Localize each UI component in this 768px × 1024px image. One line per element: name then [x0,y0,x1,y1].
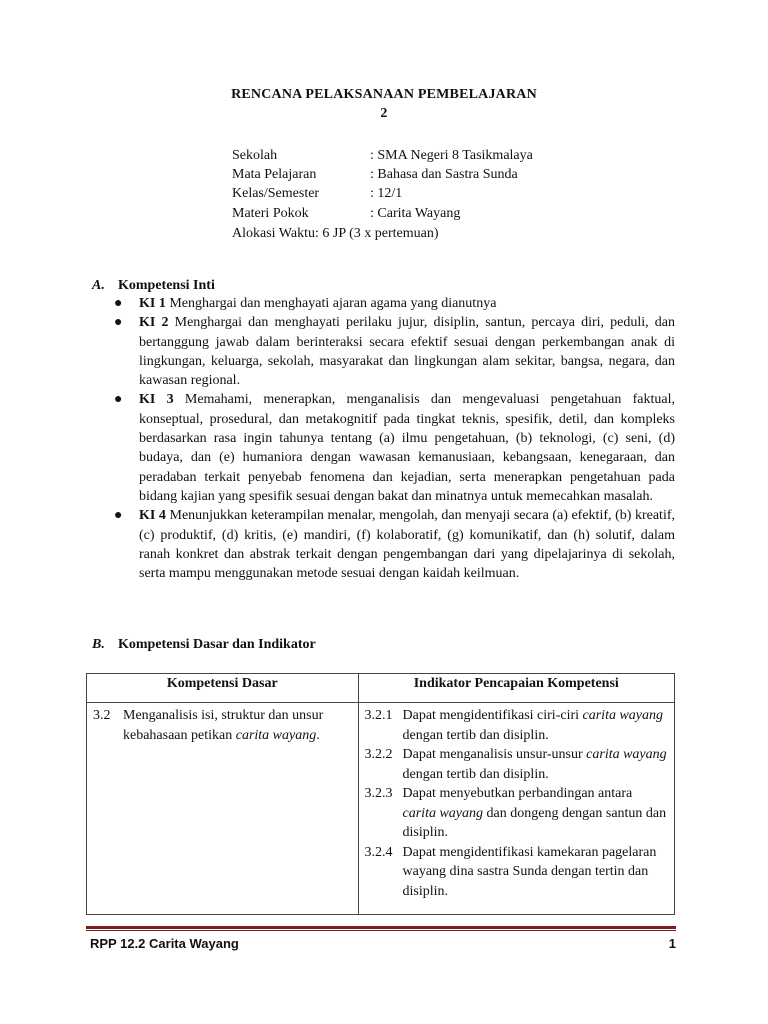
indicator-number: 3.2.1 [364,708,393,723]
indicator-text: Dapat menyebutkan perbandingan antara [402,786,633,801]
document-number: 2 [380,106,388,121]
competency-code: KI 1 [139,296,166,311]
bullet-icon: ● [114,296,123,311]
indicator-text-italic: carita wayang [582,708,664,723]
time-allocation: Alokasi Waktu: 6 JP (3 x pertemuan) [232,226,439,241]
indicator-number: 3.2.2 [364,747,393,762]
indicator-text-italic: carita wayang [402,805,484,821]
table-header-row [87,674,675,703]
competency-code: KI 3 [139,392,174,408]
section-letter: B. [92,637,105,652]
competency-text: Menghargai dan menghayati perilaku jujur, disiplin, santun, percaya diri, peduli, dan bertanggung jawab dalam berinteraksi secara efektif sesuai dengan perkembangan anak di lingkungan, keluarga, sekolah, masyarakat dan lingkungan alam sekitar, bangsa, negara, dan kawasan regional. [139,315,676,389]
indicator-text-end: dengan tertib dan disiplin. [402,766,549,782]
indicator-item [365,784,668,843]
indicator-text-italic: carita wayang [586,747,667,762]
indicator-cell [358,703,674,915]
basic-competency [93,706,352,745]
indicator-number: 3.2.3 [364,786,393,801]
identity-label: Sekolah [232,148,278,163]
competency-text-end: . [316,727,320,743]
section-heading-a [92,278,215,294]
competency-text: Menghargai dan menghayati ajaran agama yang dianutnya [165,296,497,311]
competency-text: Menunjukkan keterampilan menalar, mengolah, dan menyaji secara (a) efektif, (b) kreatif, (c) produktif, (d) kritis, (e) mandiri, (f) kolaboratif, (g) komunikatif, dan (h) solutif, dalam ranah konkret dan abstrak terkait dengan pengembangan dari yang dipelajarinya di sekolah, serta mampu menggunakan metode sesuai dengan kaidah keilmuan. [139,508,675,582]
core-competency-list [114,294,675,583]
identity-label: Kelas/Semester [232,186,320,201]
footer-document-label: RPP 12.2 Carita Wayang [90,936,239,951]
competency-code: KI 4 [139,508,166,524]
competency-table [86,673,675,915]
identity-label: Mata Pelajaran [232,167,317,182]
section-title: Kompetensi Dasar dan Indikator [118,637,316,652]
indicator-text-end: dengan tertib dan disiplin. [402,727,549,743]
competency-number: 3.2 [93,708,111,723]
indicator-number: 3.2.4 [364,844,393,860]
identity-value: : Bahasa dan Sastra Sunda [370,167,518,182]
competency-text-italic: carita wayang [235,727,317,743]
indicator-item [365,745,668,784]
competency-text: Memahami, menerapkan, menganalisis dan mengevaluasi pengetahuan faktual, konseptual, prosedural, dan metakognitif pada tingkat teknis, spesifik, detil, dan kompleks berdasarkan rasa ingin tahunya tentang (a) ilmu pengetahuan, (b) teknologi, (c) seni, (d) budaya, dan (e) humaniora dengan wawasan kemanusiaan, kebangsaan, kenegaraan, dan peradaban terkait penyebab fenomena dan kejadian, serta menerapkan pengetahuan pada bidang kajian yang spesifik sesuai dengan bakat dan minatnya untuk memecahkan masalah. [139,392,675,504]
identity-label: Materi Pokok [232,206,309,221]
identity-value: : Carita Wayang [370,206,461,221]
identity-value: : 12/1 [370,186,403,201]
document-title: RENCANA PELAKSANAAN PEMBELAJARAN [231,87,537,102]
column-header-indicator: Indikator Pencapaian Kompetensi [358,674,674,703]
page-number: 1 [668,936,676,951]
column-header-basic-competency: Kompetensi Dasar [87,674,359,703]
list-item [114,313,675,390]
indicator-item [365,706,668,745]
list-item [114,390,675,506]
list-item [114,506,675,583]
indicator-text: Dapat menganalisis unsur-unsur [402,747,587,762]
section-title: Kompetensi Inti [118,278,215,293]
bullet-icon: ● [114,315,123,331]
indicator-text-end: dan dongeng dengan santun dan disiplin. [402,805,667,840]
indicator-text: Dapat mengidentifikasi ciri-ciri [402,708,583,723]
footer-rule-thick [86,926,676,929]
section-heading-b [92,637,316,653]
competency-text: Menganalisis isi, struktur dan unsur kebahasaan petikan [123,708,324,743]
list-item [114,294,675,313]
section-letter: A. [92,278,105,293]
identity-value: : SMA Negeri 8 Tasikmalaya [370,148,533,163]
competency-code: KI 2 [139,315,169,331]
footer-rule-thin [86,930,676,931]
basic-competency-cell [87,703,359,915]
table-row [87,703,675,915]
indicator-text: Dapat mengidentifikasi kamekaran pagelaran wayang dina sastra Sunda dengan tertin dan disiplin. [402,844,657,899]
bullet-icon: ● [114,508,123,524]
indicator-item [365,843,668,902]
bullet-icon: ● [114,392,123,408]
